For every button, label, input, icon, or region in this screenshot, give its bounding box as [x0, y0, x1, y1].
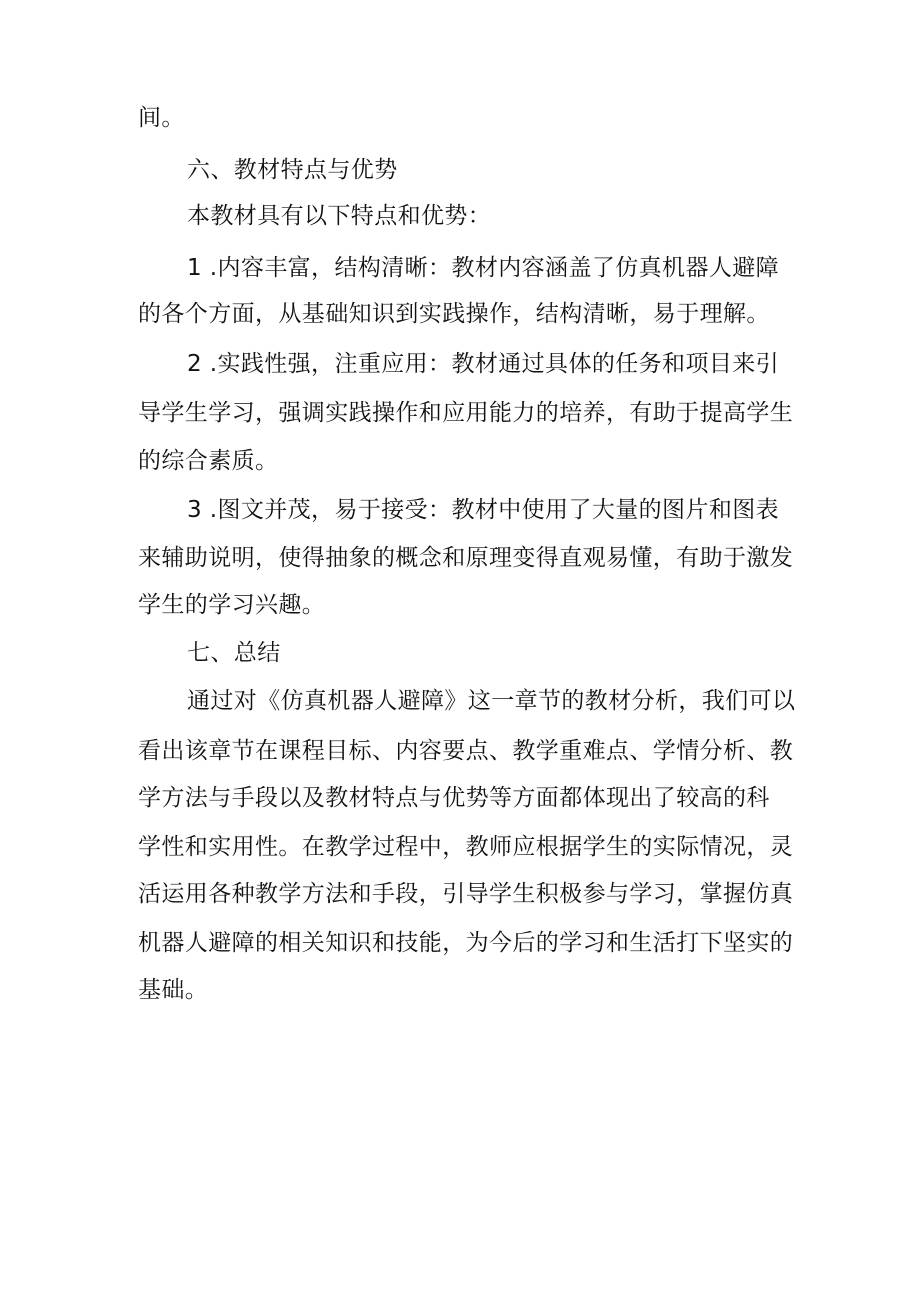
paragraph-line: 导学生学习，强调实践操作和应用能力的培养，有助于提高学生 — [138, 400, 794, 426]
list-item-1: 1 .内容丰富，结构清晰：教材内容涵盖了仿真机器人避障 — [187, 255, 780, 281]
paragraph-line: 看出该章节在课程目标、内容要点、教学重难点、学情分析、教 — [138, 738, 794, 764]
section-heading-7: 七、总结 — [187, 640, 281, 666]
paragraph-line: 的综合素质。 — [138, 448, 279, 474]
paragraph-line: 活运用各种教学方法和手段，引导学生积极参与学习，掌握仿真 — [138, 881, 794, 907]
paragraph-line: 学方法与手段以及教材特点与优势等方面都体现出了较高的科 — [138, 785, 770, 811]
paragraph-line: 学生的学习兴趣。 — [138, 592, 326, 618]
paragraph-line: 来辅助说明，使得抽象的概念和原理变得直观易懂，有助于激发 — [138, 545, 794, 571]
paragraph-line: 机器人避障的相关知识和技能，为今后的学习和生活打下坚实的 — [138, 930, 794, 956]
paragraph-line: 本教材具有以下特点和优势： — [187, 203, 492, 229]
paragraph-line: 基础。 — [138, 977, 209, 1003]
section-heading-6: 六、教材特点与优势 — [187, 157, 398, 183]
list-item-2: 2 .实践性强，注重应用：教材通过具体的任务和项目来引 — [187, 351, 780, 377]
paragraph-line: 间。 — [138, 105, 185, 131]
paragraph-line: 学性和实用性。在教学过程中，教师应根据学生的实际情况，灵 — [138, 834, 794, 860]
list-item-3: 3 .图文并茂，易于接受：教材中使用了大量的图片和图表 — [187, 497, 780, 523]
paragraph-line: 的各个方面，从基础知识到实践操作，结构清晰，易于理解。 — [138, 301, 770, 327]
paragraph-line: 通过对《仿真机器人避障》这一章节的教材分析，我们可以 — [187, 688, 796, 714]
